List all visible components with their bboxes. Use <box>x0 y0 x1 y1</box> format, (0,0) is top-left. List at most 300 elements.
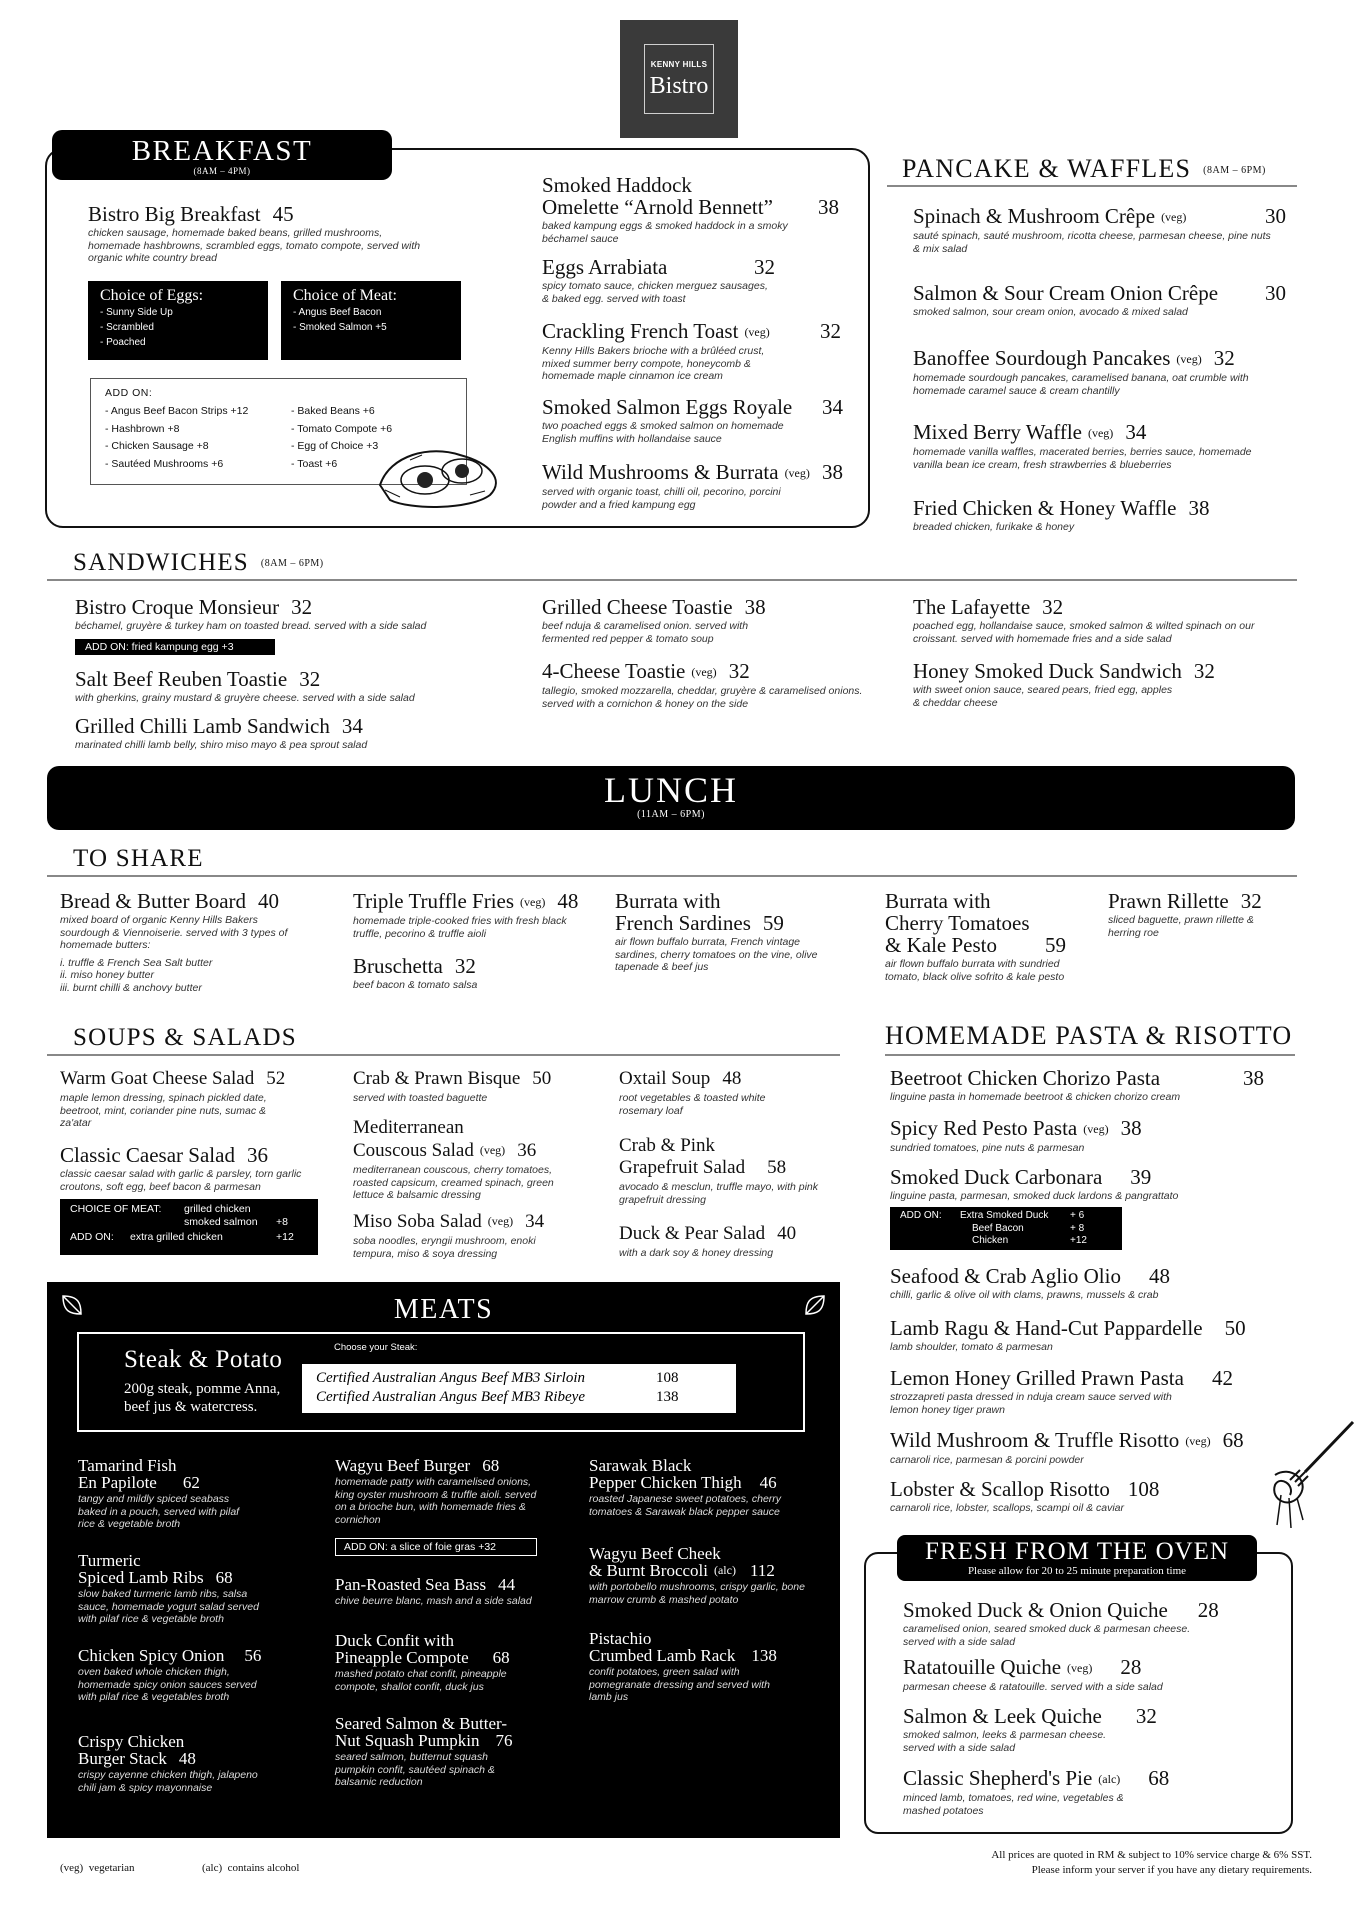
choice-egg-option: - Scrambled <box>100 322 154 333</box>
item-name: Wild Mushroom & Truffle Risotto <box>890 1428 1180 1452</box>
choose-steak-label: Choose your Steak: <box>334 1342 418 1353</box>
menu-item-fried-chicken-waffle <box>913 497 1293 534</box>
item-name: Smoked Duck & Onion Quiche <box>903 1598 1168 1622</box>
menu-item-wagyu-beef-burger <box>335 1457 555 1526</box>
choice-egg-option: - Sunny Side Up <box>100 307 173 318</box>
item-name: Grilled Cheese Toastie <box>542 595 733 619</box>
veg-tag: (veg) <box>1176 352 1202 366</box>
lunch-banner <box>47 766 1295 830</box>
item-name: Bistro Croque Monsieur <box>75 595 280 619</box>
item-name-line2: Nut Squash Pumpkin <box>335 1731 480 1750</box>
item-name: Beetroot Chicken Chorizo Pasta <box>890 1066 1161 1090</box>
addon-item: - Sautéed Mushrooms +6 <box>105 457 224 470</box>
item-name: Bistro Big Breakfast <box>88 202 261 226</box>
legend-alc <box>202 1861 299 1876</box>
item-desc: roasted Japanese sweet potatoes, cherry tomatoes & Sarawak black pepper sauce <box>589 1493 782 1518</box>
pancakes-header <box>902 154 1266 184</box>
item-desc: root vegetables & toasted white rosemary loaf <box>619 1092 766 1117</box>
item-desc: with portobello mushrooms, crispy garlic, bone marrow crumb & mashed potato <box>589 1581 805 1606</box>
item-price: 32 <box>820 319 841 343</box>
veg-tag: (veg) <box>744 325 770 339</box>
item-price: 59 <box>762 911 784 935</box>
croque-addon: ADD ON: fried kampung egg +3 <box>75 639 275 655</box>
item-desc: mediterranean couscous, cherry tomatoes, roasted capsicum, creamed spinach, green lettuce & balsamic dressing <box>353 1164 554 1201</box>
menu-item-spicy-red-pesto-pasta <box>890 1117 1290 1155</box>
legend-veg-text: vegetarian <box>88 1862 135 1874</box>
item-price: 32 <box>299 667 321 691</box>
item-price: 59 <box>1045 933 1066 957</box>
item-name: Lobster & Scallop Risotto <box>890 1477 1110 1501</box>
pasta-rule <box>885 1054 1295 1056</box>
item-name: Oxtail Soup <box>619 1068 711 1089</box>
item-name: Honey Smoked Duck Sandwich <box>913 659 1182 683</box>
item-name: Crackling French Toast <box>542 319 739 343</box>
item-price: 68 <box>1148 1766 1170 1790</box>
item-desc: tangy and mildly spiced seabass baked in a pouch, served with pilaf rice & vegetable broth <box>78 1493 240 1530</box>
choice-eggs-title: Choice of Eggs: <box>100 287 204 304</box>
item-name: Eggs Arrabiata <box>542 255 668 279</box>
menu-item-the-lafayette <box>913 596 1293 645</box>
pancakes-rule <box>887 185 1297 187</box>
item-desc: strozzapreti pasta dressed in nduja cream sauce served with lemon honey tiger prawn <box>890 1391 1172 1416</box>
item-price: 38 <box>822 460 843 484</box>
item-price: 36 <box>246 1143 268 1167</box>
item-name: Mixed Berry Waffle <box>913 420 1082 444</box>
veg-tag: (veg) <box>691 665 717 679</box>
item-price: 32 <box>1213 346 1235 370</box>
menu-item-duck-pear-salad <box>619 1223 839 1260</box>
item-name: Salmon & Sour Cream Onion Crêpe <box>913 281 1219 305</box>
item-name-line2: French Sardines <box>615 911 751 935</box>
item-desc: marinated chilli lamb belly, shiro miso mayo & pea sprout salad <box>75 739 368 751</box>
steak-desc-line: 200g steak, pomme Anna, <box>124 1381 281 1397</box>
item-name-line2: Omelette “Arnold Bennett” <box>542 195 773 219</box>
item-desc: sundried tomatoes, pine nuts & parmesan <box>890 1142 1085 1154</box>
alc-tag: (alc) <box>713 1563 736 1577</box>
addon-label: ADD ON: <box>105 387 153 399</box>
item-name: Seafood & Crab Aglio Olio <box>890 1264 1121 1288</box>
item-price: 32 <box>1042 595 1064 619</box>
menu-item-mushroom-truffle-risotto <box>890 1429 1290 1467</box>
addon-item: - Angus Beef Bacon Strips +12 <box>105 405 249 417</box>
choice-meat-label: CHOICE OF MEAT: <box>70 1203 162 1215</box>
butter-item: ii. miso honey butter <box>60 969 154 981</box>
item-price: 50 <box>532 1068 552 1089</box>
menu-item-spinach-crepe <box>913 205 1293 255</box>
item-desc: with gherkins, grainy mustard & gruyère cheese. served with a side salad <box>75 692 415 704</box>
item-price: 112 <box>749 1561 775 1580</box>
menu-item-eggs-arrabiata <box>542 256 842 305</box>
item-desc: mixed board of organic Kenny Hills Bakers sourdough & Viennoiserie. served with 3 types of homemade butters: <box>60 914 288 951</box>
item-name-line2: & Burnt Broccoli <box>589 1561 708 1580</box>
veg-tag: (veg) <box>1067 1661 1093 1675</box>
item-name: Grilled Chilli Lamb Sandwich <box>75 714 330 738</box>
menu-item-crab-prawn-bisque <box>353 1068 593 1105</box>
menu-item-banoffee-pancakes <box>913 347 1293 397</box>
item-price: 30 <box>1265 281 1286 305</box>
addon-item: Extra Smoked Duck <box>960 1210 1049 1221</box>
veg-tag: (veg) <box>1087 426 1114 440</box>
meats-title: MEATS <box>393 1294 494 1325</box>
item-name: Pistachio <box>589 1629 652 1648</box>
butter-item: i. truffle & French Sea Salt butter <box>60 956 213 969</box>
item-desc: lamb shoulder, tomato & parmesan <box>890 1341 1053 1353</box>
choice-meat-title: Choice of Meat: <box>293 287 397 304</box>
item-name: Miso Soba Salad <box>353 1211 482 1232</box>
item-price: 48 <box>557 889 579 913</box>
steak-desc <box>124 1380 280 1416</box>
soups-header <box>73 1024 297 1052</box>
item-price: 46 <box>759 1473 777 1492</box>
pasta-title: HOMEMADE PASTA & RISOTTO <box>885 1021 1293 1050</box>
addon-price: +12 <box>276 1231 294 1243</box>
menu-item-salt-beef-reuben <box>75 668 475 705</box>
oven-banner <box>897 1535 1257 1581</box>
item-price: 30 <box>1265 204 1286 228</box>
menu-item-lamb-ragu <box>890 1317 1290 1354</box>
menu-item-turmeric-lamb-ribs <box>78 1552 278 1626</box>
item-price: 32 <box>291 595 313 619</box>
leaf-ornament-icon <box>802 1292 828 1318</box>
item-price: 62 <box>182 1473 200 1492</box>
item-name-line2: Grapefruit Salad <box>619 1157 746 1178</box>
menu-item-sarawak-pepper-chicken <box>589 1457 829 1518</box>
leaf-ornament-icon <box>59 1292 85 1318</box>
pancakes-title: PANCAKE & WAFFLES <box>902 154 1192 183</box>
addon-items <box>960 1210 1048 1248</box>
item-price: 48 <box>178 1749 196 1768</box>
item-price: 32 <box>728 659 750 683</box>
addon-label: ADD ON: <box>900 1210 942 1221</box>
item-price: 38 <box>818 195 839 219</box>
menu-item-warm-goat-cheese-salad <box>60 1068 320 1130</box>
item-desc: homemade patty with caramelised onions, king oyster mushroom & truffle aioli. served on a brioche bun, with homemade fries & cornichon <box>335 1476 537 1526</box>
item-name: Bread & Butter Board <box>60 889 247 913</box>
item-desc: maple lemon dressing, spinach pickled date, beetroot, mint, coriander pine nuts, sumac & za'atar <box>60 1092 267 1129</box>
addon-item: - Baked Beans +6 <box>291 405 375 417</box>
menu-item-prawn-rillette <box>1108 890 1298 939</box>
item-name: Classic Caesar Salad <box>60 1143 235 1167</box>
menu-item-crackling-french-toast <box>542 320 842 383</box>
addon-item: - Toast +6 <box>291 457 338 470</box>
item-price: 42 <box>1211 1366 1233 1390</box>
menu-item-honey-smoked-duck-sandwich <box>913 660 1293 709</box>
item-desc: air flown buffalo burrata, French vintage sardines, cherry tomatoes on the vine, olive tapenade & beef jus <box>615 936 818 973</box>
item-desc: linguine pasta in homemade beetroot & chicken chorizo cream <box>890 1091 1181 1103</box>
item-price: 32 <box>1193 659 1215 683</box>
menu-item-triple-truffle-fries <box>353 890 593 940</box>
item-desc: poached egg, hollandaise sauce, smoked salmon & wilted spinach on our croissant. served with homemade fries and a side salad <box>913 620 1255 645</box>
choice-egg-option: - Poached <box>100 337 146 348</box>
item-price: 50 <box>1224 1316 1246 1340</box>
pasta-header <box>885 1021 1292 1051</box>
item-name: Tamarind Fish <box>78 1456 177 1475</box>
item-desc: minced lamb, tomatoes, red wine, vegetables & mashed potatoes <box>903 1792 1124 1817</box>
item-name: 4-Cheese Toastie <box>542 659 686 683</box>
item-name: Lamb Ragu & Hand-Cut Pappardelle <box>890 1316 1203 1340</box>
item-price: 34 <box>525 1211 545 1232</box>
item-name: Crab & Pink <box>619 1135 716 1156</box>
item-desc: béchamel, gruyère & turkey ham on toasted bread. served with a side salad <box>75 620 427 632</box>
caesar-options-box <box>60 1199 318 1255</box>
fork-pasta-illustration <box>1245 1420 1357 1530</box>
menu-item-classic-caesar-salad <box>60 1144 330 1193</box>
item-desc: chilli, garlic & olive oil with clams, prawns, mussels & crab <box>890 1289 1159 1301</box>
item-price: 38 <box>744 595 766 619</box>
item-price: 58 <box>767 1157 787 1178</box>
item-name: Warm Goat Cheese Salad <box>60 1068 255 1089</box>
footer-line: All prices are quoted in RM & subject to 10% service charge & 6% SST. <box>991 1849 1312 1861</box>
item-desc: smoked salmon, sour cream onion, avocado & mixed salad <box>913 306 1188 318</box>
menu-item-croque-monsieur <box>75 596 475 633</box>
item-desc: mashed potato chat confit, pineapple compote, shallot confit, duck jus <box>335 1668 507 1693</box>
menu-item-duck-confit <box>335 1632 555 1693</box>
item-price: 68 <box>215 1568 233 1587</box>
item-desc: sauté spinach, sauté mushroom, ricotta cheese, parmesan cheese, pine nuts & mix salad <box>913 230 1271 255</box>
fried-eggs-illustration <box>370 425 510 510</box>
item-name-line2: Spiced Lamb Ribs <box>78 1568 204 1587</box>
item-name-line2: Pepper Chicken Thigh <box>589 1473 742 1492</box>
item-price: 56 <box>244 1646 262 1665</box>
item-desc: classic caesar salad with garlic & parsley, torn garlic croutons, soft egg, beef bacon & parmesan <box>60 1168 302 1193</box>
addon-price: + 6 <box>1070 1210 1085 1221</box>
item-price: 138 <box>751 1646 777 1665</box>
veg-tag: (veg) <box>520 895 546 909</box>
item-desc: carnaroli rice, lobster, scallops, scampi oil & caviar <box>890 1502 1125 1514</box>
item-name: Wild Mushrooms & Burrata <box>542 460 779 484</box>
item-price: 48 <box>722 1068 742 1089</box>
item-price: 28 <box>1197 1598 1219 1622</box>
item-desc: homemade triple-cooked fries with fresh black truffle, pecorino & truffle aioli <box>353 915 567 940</box>
oven-subtitle: Please allow for 20 to 25 minute preparation time <box>967 1565 1187 1577</box>
footer-note <box>991 1848 1312 1878</box>
item-desc: beef nduja & caramelised onion. served with fermented red pepper & tomato soup <box>542 620 749 645</box>
menu-item-salmon-crepe <box>913 282 1293 319</box>
logo-line1: KENNY HILLS <box>650 60 708 69</box>
menu-item-salmon-leek-quiche <box>903 1705 1283 1754</box>
item-name-line2: Crumbed Lamb Rack <box>589 1646 736 1665</box>
menu-item-couscous-salad <box>353 1117 593 1202</box>
item-name: Wagyu Beef Burger <box>335 1456 471 1475</box>
steak-options-box <box>302 1364 736 1413</box>
menu-item-crispy-chicken-burger <box>78 1733 288 1794</box>
veg-tag: (veg) <box>479 1143 506 1157</box>
item-desc: sliced baguette, prawn rillette & herring roe <box>1108 914 1254 939</box>
item-price: 40 <box>777 1223 797 1244</box>
addon-item: - Hashbrown +8 <box>105 422 180 435</box>
soups-title: SOUPS & SALADS <box>73 1024 297 1051</box>
item-name: Sarawak Black <box>589 1456 692 1475</box>
legend-veg <box>60 1861 135 1876</box>
item-name: Turmeric <box>78 1551 141 1570</box>
item-name: Bruschetta <box>353 954 443 978</box>
item-desc: slow baked turmeric lamb ribs, salsa sauce, homemade yogurt salad served with pilaf rice & vegetable broth <box>78 1588 259 1625</box>
menu-item-smoked-duck-quiche <box>903 1599 1283 1648</box>
addon-item: - Chicken Sausage +8 <box>105 440 209 452</box>
item-name: Smoked Duck Carbonara <box>890 1165 1103 1189</box>
item-price: 36 <box>517 1140 537 1161</box>
to-share-title: TO SHARE <box>73 845 204 872</box>
item-desc: breaded chicken, furikake & honey <box>913 521 1075 533</box>
steak-option-price: 108 <box>656 1370 679 1386</box>
item-name: Duck Confit with <box>335 1631 454 1650</box>
sandwiches-title: SANDWICHES <box>73 549 249 576</box>
item-name: Crispy Chicken <box>78 1732 185 1751</box>
item-price: 48 <box>1148 1264 1170 1288</box>
menu-item-oxtail-soup <box>619 1068 839 1117</box>
item-price: 32 <box>1240 889 1262 913</box>
menu-item-chilli-lamb-sandwich <box>75 715 475 752</box>
item-price: 32 <box>454 954 476 978</box>
item-price: 34 <box>822 395 843 419</box>
item-desc: soba noodles, eryngii mushroom, enoki tempura, miso & soya dressing <box>353 1235 536 1260</box>
item-name: Duck & Pear Salad <box>619 1223 766 1244</box>
addon-price: + 8 <box>1070 1222 1085 1234</box>
item-desc: spicy tomato sauce, chicken merguez sausages, & baked egg. served with toast <box>542 280 768 305</box>
menu-item-smoked-haddock <box>542 174 842 245</box>
addon-item: - Tomato Compote +6 <box>291 422 393 435</box>
item-name: Crab & Prawn Bisque <box>353 1068 521 1089</box>
steak-name: Steak & Potato <box>124 1346 283 1373</box>
item-desc: served with toasted baguette <box>353 1092 488 1104</box>
soups-rule <box>47 1054 840 1056</box>
alc-tag: (alc) <box>1098 1772 1121 1786</box>
lunch-title: LUNCH <box>604 770 738 810</box>
menu-item-beetroot-chicken-pasta <box>890 1067 1290 1104</box>
steak-option <box>316 1369 722 1388</box>
steak-option <box>316 1388 722 1407</box>
addon-label: ADD ON: <box>70 1231 114 1243</box>
logo-line2: Bistro <box>649 73 709 99</box>
item-name: Spinach & Mushroom Crêpe <box>913 204 1156 228</box>
menu-item-seafood-aglio-olio <box>890 1265 1290 1302</box>
pancakes-hours: (8AM – 6PM) <box>1203 165 1266 176</box>
item-name: Burrata with <box>615 889 721 913</box>
menu-item-burrata-sardines <box>615 890 845 974</box>
item-price: 32 <box>754 255 775 279</box>
item-desc: Kenny Hills Bakers brioche with a brûléed crust, mixed summer berry compote, honeycomb & homemade maple cinnamon ice cream <box>542 345 765 382</box>
item-desc: baked kampung eggs & smoked haddock in a smoky béchamel sauce <box>542 220 788 245</box>
menu-item-lobster-scallop-risotto <box>890 1478 1290 1515</box>
item-price: 76 <box>495 1731 513 1750</box>
menu-item-bread-butter-board <box>60 890 310 994</box>
item-desc: avocado & mesclun, truffle mayo, with pink grapefruit dressing <box>619 1181 819 1206</box>
addon-item: extra grilled chicken <box>130 1231 223 1243</box>
choice-meat-option: - Angus Beef Bacon <box>293 307 382 318</box>
addon-item: - Egg of Choice +3 <box>291 440 379 452</box>
item-desc: with sweet onion sauce, seared pears, fried egg, apples & cheddar cheese <box>913 684 1173 709</box>
item-desc: with a dark soy & honey dressing <box>619 1247 774 1259</box>
item-name: Chicken Spicy Onion <box>78 1646 225 1665</box>
steak-option-price: 138 <box>656 1389 679 1405</box>
item-name: Mediterranean <box>353 1117 464 1138</box>
menu-item-tamarind-fish <box>78 1457 278 1531</box>
item-name: Seared Salmon & Butter- <box>335 1714 507 1733</box>
butter-item: iii. burnt chilli & anchovy butter <box>60 981 202 994</box>
item-desc: oven baked whole chicken thigh, homemade spicy onion sauces served with pilaf rice & vegetables broth <box>78 1666 257 1703</box>
veg-tag: (veg) <box>487 1214 514 1228</box>
item-name: Classic Shepherd's Pie <box>903 1766 1093 1790</box>
item-name: Smoked Haddock <box>542 173 692 197</box>
item-desc: crispy cayenne chicken thigh, jalapeno chili jam & spicy mayonnaise <box>78 1769 258 1794</box>
butter-list <box>60 957 310 995</box>
menu-item-chicken-spicy-onion <box>78 1647 288 1704</box>
item-price: 34 <box>1125 420 1147 444</box>
item-price: 38 <box>1120 1116 1142 1140</box>
veg-tag: (veg) <box>1161 210 1187 224</box>
item-desc: chive beurre blanc, mash and a side salad <box>335 1595 532 1607</box>
item-desc: seared salmon, butternut squash pumpkin confit, sautéed spinach & balsamic reduction <box>335 1751 495 1788</box>
veg-tag: (veg) <box>1083 1122 1109 1136</box>
item-desc: parmesan cheese & ratatouille. served with a side salad <box>903 1681 1163 1693</box>
menu-item-ratatouille-quiche <box>903 1656 1283 1694</box>
menu-item-crab-grapefruit-salad <box>619 1135 839 1206</box>
item-name: Smoked Salmon Eggs Royale <box>542 395 793 419</box>
menu-item-seared-salmon <box>335 1715 555 1789</box>
menu-item-mixed-berry-waffle <box>913 421 1293 471</box>
item-name: Prawn Rillette <box>1108 889 1229 913</box>
item-price: 45 <box>272 202 294 226</box>
item-name-line2: En Papilote <box>78 1473 157 1492</box>
menu-item-pistachio-lamb-rack <box>589 1630 829 1704</box>
item-desc: chicken sausage, homemade baked beans, grilled mushrooms, homemade hashbrowns, scrambled eggs, tomato compote, served with organic white country bread <box>88 227 421 264</box>
menu-item-shepherds-pie <box>903 1767 1283 1817</box>
menu-item-smoked-duck-carbonara <box>890 1166 1290 1203</box>
item-desc: air flown buffalo burrata with sundried tomato, black olive sofrito & kale pesto <box>885 958 1065 983</box>
item-price: 38 <box>1243 1066 1264 1090</box>
item-name-line2: Burger Stack <box>78 1749 167 1768</box>
choice-meat-option: - Smoked Salmon +5 <box>293 322 387 333</box>
item-price: 40 <box>258 889 280 913</box>
bistro-logo <box>620 20 738 138</box>
veg-tag: (veg) <box>784 466 810 480</box>
legend-alc-text: contains alcohol <box>227 1862 300 1874</box>
choice-meat-price: +8 <box>276 1216 288 1228</box>
item-name: Ratatouille Quiche <box>903 1655 1062 1679</box>
item-name-line3: & Kale Pesto <box>885 933 997 957</box>
item-name: Spicy Red Pesto Pasta <box>890 1116 1078 1140</box>
item-desc: caramelised onion, seared smoked duck & parmesan cheese. served with a side salad <box>903 1623 1191 1648</box>
lunch-hours: (11AM – 6PM) <box>637 809 705 820</box>
sandwiches-hours: (8AM – 6PM) <box>260 558 324 569</box>
menu-item-burrata-kale-pesto <box>885 890 1105 983</box>
item-price: 39 <box>1130 1165 1152 1189</box>
item-price: 68 <box>482 1456 500 1475</box>
menu-item-wagyu-beef-cheek <box>589 1545 829 1606</box>
item-desc: two poached eggs & smoked salmon on homemade English muffins with hollandaise sauce <box>542 420 784 445</box>
pasta-addon-box <box>890 1207 1122 1250</box>
item-name: Burrata with <box>885 889 991 913</box>
item-desc: tallegio, smoked mozzarella, cheddar, gruyère & caramelised onions. served with a cornichon & honey on the side <box>542 685 863 710</box>
item-price: 68 <box>1222 1428 1244 1452</box>
item-desc: beef bacon & tomato salsa <box>353 979 478 991</box>
item-desc: carnaroli rice, parmesan & porcini powder <box>890 1454 1084 1466</box>
item-price: 52 <box>266 1068 286 1089</box>
menu-item-miso-soba-salad <box>353 1210 593 1260</box>
item-name: The Lafayette <box>913 595 1031 619</box>
item-name: Banoffee Sourdough Pancakes <box>913 346 1171 370</box>
choice-meat-1: grilled chicken <box>184 1203 251 1215</box>
menu-item-big-breakfast <box>88 203 428 265</box>
menu-item-wild-mushrooms-burrata <box>542 461 842 511</box>
item-desc: served with organic toast, chilli oil, pecorino, porcini powder and a fried kampung egg <box>542 486 781 511</box>
item-price: 44 <box>498 1575 516 1594</box>
oven-title: FRESH FROM THE OVEN <box>925 1538 1229 1565</box>
to-share-rule <box>47 875 1297 877</box>
breakfast-banner <box>52 130 392 180</box>
item-name: Fried Chicken & Honey Waffle <box>913 496 1177 520</box>
addon-item: Beef Bacon <box>972 1222 1024 1234</box>
